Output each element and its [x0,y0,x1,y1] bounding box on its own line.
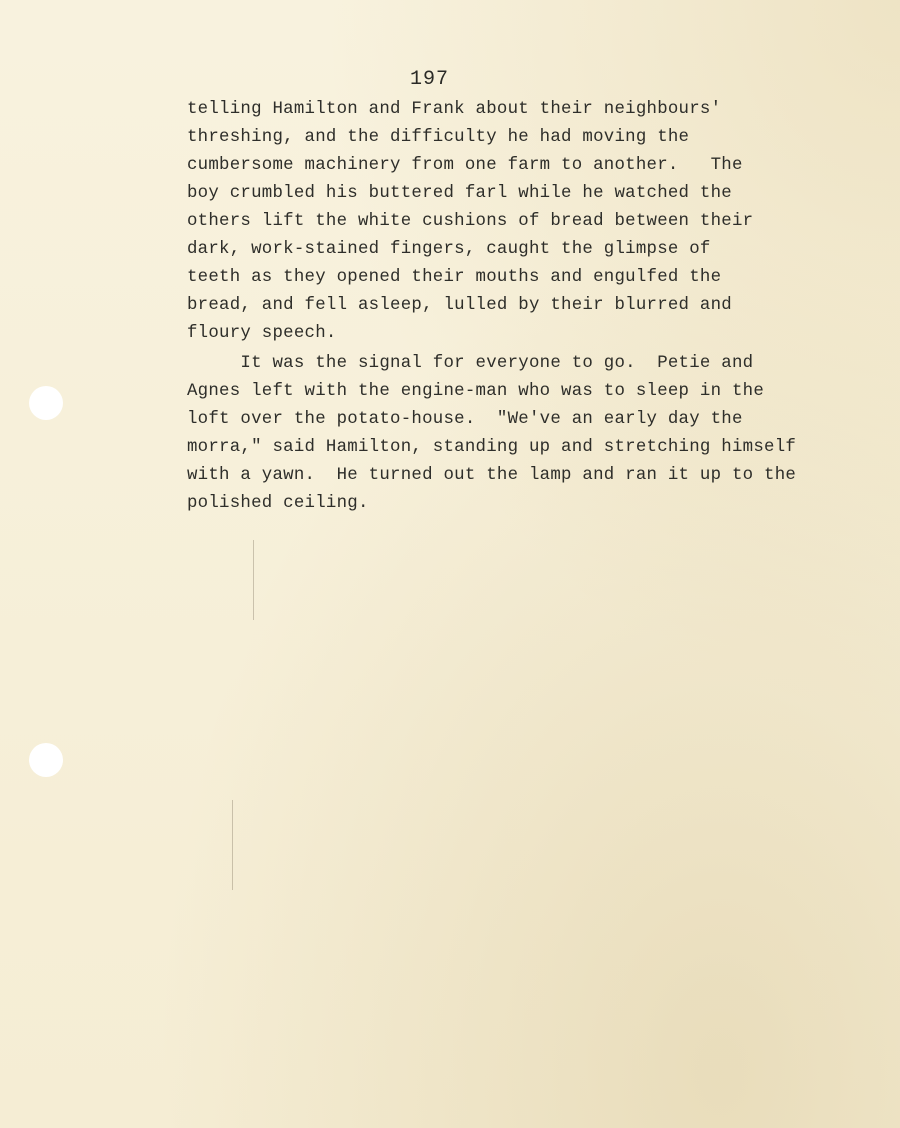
text-line: teeth as they opened their mouths and engulfed the [187,268,722,287]
text-line: floury speech. [187,324,337,343]
text-line: cumbersome machinery from one farm to another. The [187,156,743,175]
pencil-mark [253,540,254,620]
text-line: threshing, and the difficulty he had moving the [187,128,690,147]
text-line: telling Hamilton and Frank about their neighbours' [187,100,722,119]
pencil-mark [232,800,233,890]
page-number: 197 [410,68,450,91]
punch-hole-top [29,386,63,420]
text-line: with a yawn. He turned out the lamp and ran it up to the [187,466,797,485]
text-line: boy crumbled his buttered farl while he watched the [187,184,732,203]
text-line: dark, work-stained fingers, caught the glimpse of [187,240,711,259]
text-line: Agnes left with the engine-man who was to sleep in the [187,382,765,401]
text-line: It was the signal for everyone to go. Petie and [187,354,754,373]
text-line: others lift the white cushions of bread between their [187,212,754,231]
text-line: polished ceiling. [187,494,369,513]
text-line: morra," said Hamilton, standing up and stretching himself [187,438,797,457]
punch-hole-bottom [29,743,63,777]
text-line: loft over the potato-house. "We've an early day the [187,410,743,429]
text-line: bread, and fell asleep, lulled by their blurred and [187,296,732,315]
